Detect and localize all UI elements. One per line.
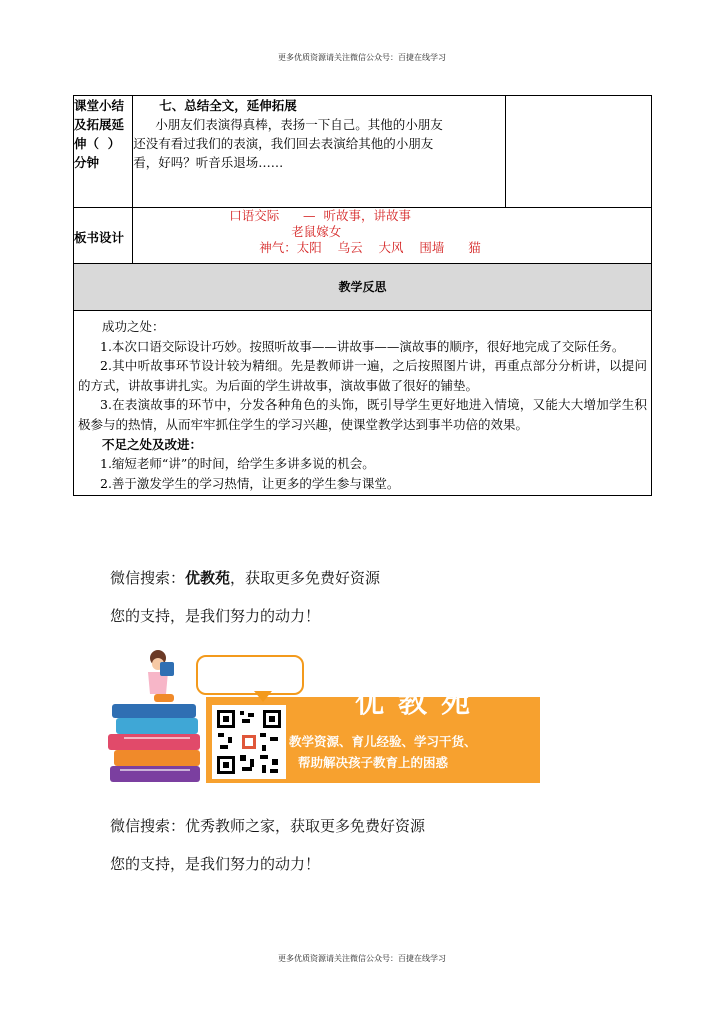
- banner-tagline: 帮助解决孩子教育上的困惑: [298, 755, 449, 770]
- improve-point: 2.善于激发学生的学习热情，让更多的学生参与课堂。: [100, 475, 400, 491]
- success-point: 3.在表演故事的环节中，分发各种角色的头饰，既引导学生更好地进入情境，又能大大增加学生积极参与的热情，从而牢牢抓住学生的学习兴趣，使课堂教学达到事半功倍的效果。: [78, 397, 647, 432]
- board-label: 板书设计: [74, 208, 133, 264]
- promo-support-line: 您的支持，是我们努力的动力！: [110, 607, 321, 625]
- reflection-row: [74, 311, 652, 496]
- summary-label-line: 伸（ ）: [74, 136, 121, 151]
- board-content: [133, 208, 652, 264]
- promo-suffix: ，获取更多免费好资源: [230, 569, 381, 587]
- summary-line: 看，好吗？听音乐退场……: [133, 155, 284, 170]
- summary-label-line: 及拓展延: [74, 117, 125, 132]
- promo-prefix: 微信搜索：: [110, 569, 186, 587]
- summary-content: [133, 96, 506, 208]
- promo-banner[interactable]: [108, 648, 540, 786]
- banner-brand: 优教苑: [355, 685, 485, 719]
- summary-row: [74, 96, 652, 208]
- promo-brand: 优教苑: [185, 569, 231, 587]
- improve-title: 不足之处及改进：: [102, 436, 203, 452]
- summary-label-line: 课堂小结: [74, 98, 125, 113]
- lesson-plan-table: [73, 95, 652, 496]
- banner-tagline: 教学资源、育儿经验、学习干货、: [289, 734, 477, 749]
- summary-line: 小朋友们表演得真棒，表扬一下自己。其他的小朋友: [155, 117, 443, 132]
- promo-search-line: [110, 567, 380, 588]
- success-title: 成功之处：: [102, 319, 165, 334]
- qr-code-icon[interactable]: [212, 705, 286, 779]
- promo-search-line-2: 微信搜索：优秀教师之家，获取更多免费好资源: [110, 817, 426, 835]
- summary-label: [74, 96, 133, 208]
- reflection-content: [74, 311, 652, 496]
- summary-notes-cell: [506, 96, 652, 208]
- board-line: 老鼠嫁女: [291, 224, 342, 239]
- summary-title: 七、总结全文，延伸拓展: [159, 98, 297, 113]
- improve-point: 1.缩短老师“讲”的时间，给学生多讲多说的机会。: [100, 456, 375, 472]
- page-footer-note: 更多优质资源请关注微信公众号：百捷在线学习: [278, 954, 446, 963]
- promo-support-line-2: 您的支持，是我们努力的动力！: [110, 855, 321, 873]
- reflection-header-row: [74, 264, 652, 311]
- success-point: 2.其中听故事环节设计较为精细。先是教师讲一遍，之后按照图片讲，再重点部分分析讲，以提问的方式，讲故事讲扎实。为后面的学生讲故事，演故事做了很好的铺垫。: [78, 358, 647, 393]
- reflection-header: 教学反思: [74, 264, 652, 311]
- page-header-note: 更多优质资源请关注微信公众号：百捷在线学习: [278, 53, 446, 62]
- summary-line: 还没有看过我们的表演，我们回去表演给其他的小朋友: [133, 136, 434, 151]
- reading-girl-on-books-icon: [108, 648, 218, 786]
- board-row: [74, 208, 652, 264]
- board-line: 神气：太阳 乌云 大风 围墙 猫: [259, 240, 481, 255]
- board-line: 口语交际 — 听故事，讲故事: [229, 208, 411, 223]
- summary-label-line: 分钟: [74, 155, 100, 170]
- success-point: 1.本次口语交际设计巧妙。按照听故事——讲故事——演故事的顺序，很好地完成了交际任务。: [100, 338, 625, 354]
